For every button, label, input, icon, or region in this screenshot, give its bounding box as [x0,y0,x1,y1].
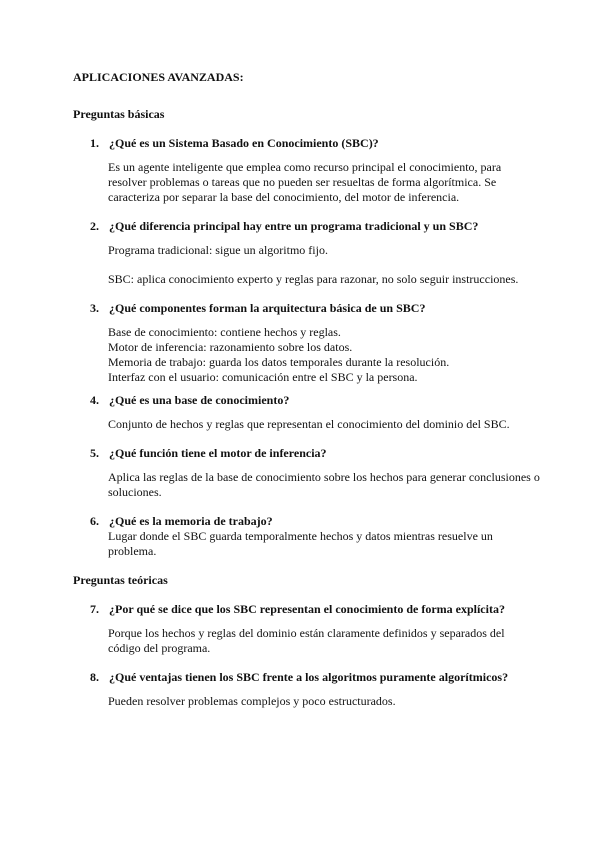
question-text: ¿Qué es la memoria de trabajo? [109,514,273,528]
answer-paragraph: Es un agente inteligente que emplea como recurso principal el conocimiento, para resolver problemas o tareas que no pueden ser resueltas de forma algorítmica. Se caracteriza por separar la base del conocimiento, del motor de inferencia. [108,160,502,204]
answer-6 [108,529,540,559]
answer-1 [108,160,540,205]
component-line: Memoria de trabajo: guarda los datos temporales durante la resolución. [108,355,450,369]
question-text: ¿Qué ventajas tienen los SBC frente a los algoritmos puramente algorítmicos? [109,670,509,684]
answer-8 [108,694,540,709]
question-5 [73,446,540,461]
answer-paragraph: Porque los hechos y reglas del dominio están claramente definidos y separados del código del programa. [108,626,505,655]
section-heading-basic: Preguntas básicas [73,107,165,121]
question-6 [73,514,540,529]
answer-paragraph: Pueden resolver problemas complejos y poco estructurados. [108,694,396,708]
question-text: ¿Por qué se dice que los SBC representan el conocimiento de forma explícita? [109,602,505,616]
question-2 [73,219,540,234]
question-7 [73,602,540,617]
answer-paragraph: SBC: aplica conocimiento experto y reglas para razonar, no solo seguir instrucciones. [108,272,519,286]
document-title: APLICACIONES AVANZADAS: [73,70,244,84]
question-number: 6. [90,514,99,528]
component-list [108,325,540,385]
answer-paragraph: Aplica las reglas de la base de conocimiento sobre los hechos para generar conclusiones o soluciones. [108,470,540,499]
component-line: Base de conocimiento: contiene hechos y reglas. [108,325,341,339]
question-number: 5. [90,446,99,460]
answer-4 [108,417,540,432]
component-line: Motor de inferencia: razonamiento sobre los datos. [108,340,353,354]
question-number: 8. [90,670,99,684]
answer-3 [108,325,540,385]
answer-paragraph: Lugar donde el SBC guarda temporalmente hechos y datos mientras resuelve un problema. [108,529,493,558]
question-number: 1. [90,136,99,150]
question-number: 4. [90,393,99,407]
answer-paragraph: Conjunto de hechos y reglas que representan el conocimiento del dominio del SBC. [108,417,510,431]
question-3 [73,301,540,316]
question-8 [73,670,540,685]
question-text: ¿Qué es una base de conocimiento? [109,393,290,407]
question-text: ¿Qué componentes forman la arquitectura básica de un SBC? [109,301,426,315]
question-text: ¿Qué diferencia principal hay entre un programa tradicional y un SBC? [109,219,479,233]
answer-2 [108,243,540,287]
question-number: 2. [90,219,99,233]
question-text: ¿Qué función tiene el motor de inferencia? [109,446,327,460]
section-heading-theoretical: Preguntas teóricas [73,573,168,587]
answer-5 [108,470,540,500]
answer-paragraph: Programa tradicional: sigue un algoritmo fijo. [108,243,328,257]
answer-7 [108,626,540,656]
question-1 [73,136,540,151]
component-line: Interfaz con el usuario: comunicación entre el SBC y la persona. [108,370,418,384]
question-4 [73,393,540,408]
question-number: 3. [90,301,99,315]
question-text: ¿Qué es un Sistema Basado en Conocimiento (SBC)? [109,136,379,150]
question-number: 7. [90,602,99,616]
